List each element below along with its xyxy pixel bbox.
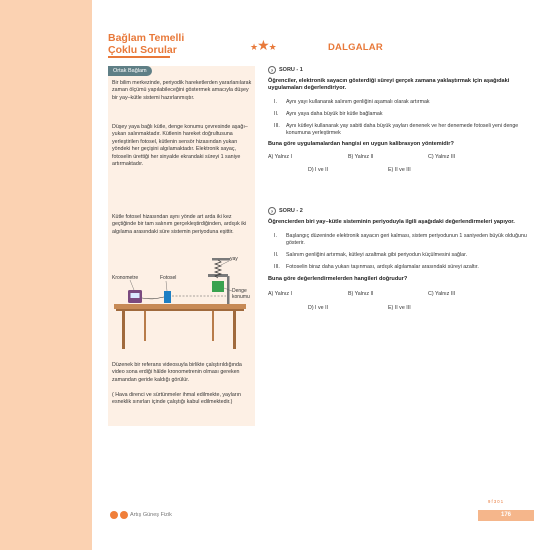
q1-option-c[interactable]: C) Yalnız III xyxy=(428,154,456,161)
question-2-items xyxy=(268,233,538,271)
question-1-item: I. Aynı yayı kullanarak salınım genliğini aşamalı olarak artırmak xyxy=(274,98,430,105)
questions-column xyxy=(268,66,538,315)
page xyxy=(92,0,550,550)
logo-circle-icon xyxy=(110,511,118,519)
left-margin-stripe xyxy=(0,0,92,550)
question-2-stem: Öğrencierden biri yay–kütle sisteminin periyoduyla ilgili aşağıdaki değerlendirmeleri yapıyor. xyxy=(268,219,515,226)
q2-option-e[interactable]: E) II ve III xyxy=(388,305,411,312)
mass-block-icon xyxy=(212,281,224,292)
unit-title: DALGALAR xyxy=(328,42,383,53)
label-photocell: Fotosel xyxy=(160,275,177,281)
label-equilibrium-2: konumu xyxy=(232,294,250,300)
q2-option-d[interactable]: D) I ve II xyxy=(308,305,329,312)
question-icon: ? xyxy=(268,207,276,215)
title-underline xyxy=(108,56,170,58)
label-spring: yay xyxy=(230,256,238,262)
footer-code: 9 f 3 0 1 xyxy=(488,499,504,504)
q2-option-b[interactable]: B) Yalnız II xyxy=(348,291,374,298)
question-2-prompt: Buna göre değerlendirmelerden hangileri doğrudur? xyxy=(268,275,408,282)
label-stopwatch: Kronometre xyxy=(112,275,139,281)
table-top xyxy=(114,304,246,309)
photocell-icon xyxy=(164,291,171,303)
section-title-line2: Çoklu Sorular xyxy=(108,44,177,56)
context-panel xyxy=(108,66,255,426)
q2-option-a[interactable]: A) Yalnız I xyxy=(268,291,292,298)
q1-option-e[interactable]: E) II ve III xyxy=(388,167,411,174)
experiment-diagram xyxy=(108,248,255,368)
q1-option-d[interactable]: D) I ve II xyxy=(308,167,329,174)
question-2-item: II. Salınım genliğini artırmak, kütleyi azaltmak gibi periyodun küçülmesini sağlar. xyxy=(274,251,468,258)
question-2-label: SORU - 2 xyxy=(279,208,303,215)
context-badge: Ortak Bağlam xyxy=(108,66,152,76)
question-1-stem: Öğrenciler, elektronik sayacın gösterdiği süreyi gerçek zamana yaklaştırmak için aşağıdaki uygulamaları değerlendiriyor. xyxy=(268,78,510,92)
question-icon: ? xyxy=(268,66,276,74)
question-2-options-row1 xyxy=(268,291,538,301)
question-1-item: II. Aynı yaya daha büyük bir kütle bağlamak xyxy=(274,110,383,117)
question-2-header xyxy=(268,207,538,215)
section-title-line1: Bağlam Temelli xyxy=(108,32,185,44)
question-1-header xyxy=(268,66,538,74)
footer-publisher xyxy=(110,511,172,519)
question-1-label: SORU - 1 xyxy=(279,67,303,73)
label-equilibrium-1: Denge xyxy=(232,288,247,294)
question-2-item: III. Fotoselin biraz daha yukarı taşınması, ardışık algılamalar arasındaki süreyi azaltır. xyxy=(274,263,479,270)
logo-circle-icon xyxy=(120,511,128,519)
question-1-items xyxy=(268,99,538,137)
table-leg xyxy=(122,311,125,349)
q2-option-c[interactable]: C) Yalnız III xyxy=(428,291,456,298)
question-1-prompt: Buna göre uygulamalardan hangisi en uygun kalibrasyon yöntemidir? xyxy=(268,140,454,147)
footer-publisher-name: Artış Güneş Fizik xyxy=(130,512,172,518)
context-paragraph-1: Bir bilim merkezinde, periyodik hareketlerden yararlanılarak zaman ölçümü yapılabileceğini göstermek amacıyla düşey bir yay–kütle sistemi hazırlanmıştır. xyxy=(112,80,252,101)
context-paragraph-5: ( Hava direnci ve sürtünmeler ihmal edilmekte, yayların esneklik sınırları içinde çalıştığı kabul edilmektedir.) xyxy=(112,392,241,406)
stars-icon: ★★★ xyxy=(250,37,276,53)
q1-option-a[interactable]: A) Yalnız I xyxy=(268,154,292,161)
q1-option-b[interactable]: B) Yalnız II xyxy=(348,154,374,161)
question-2-item: I. Başlangıç düzeninde elektronik sayacın geri kalması, sistem periyodunun 1 saniyeden büyük olduğunu gösterir. xyxy=(274,232,527,246)
context-paragraph-3: Kütle fotosel hizasından aynı yönde art arda iki kez geçtiğinde bir tam salınım gerçekleştirdiğinden, ardışık iki algılama arasındaki süre sistemin periyoduna eşittir. xyxy=(112,214,247,235)
page-number: 176 xyxy=(478,510,534,521)
question-1-options-row1 xyxy=(268,154,538,164)
context-paragraph-4: Düzenek bir referans videosuyla birlikte çalıştırıldığında video sona erdiği hâlde kronometrenin olması gereken zamandan geride kaldığı görülür. xyxy=(112,362,242,383)
question-2-options-row2 xyxy=(268,305,538,315)
table-leg xyxy=(233,311,236,349)
question-1-options-row2 xyxy=(268,167,538,177)
context-paragraph-2: Düşey yaya bağlı kütle, denge konumu çevresinde aşağı–yukarı salınmaktadır. Kütlenin hareket doğrultusuna yerleştirilen fotosel, kütlenin sensör hizasından yukarı yöndeki her geçişini algılamaktadır. Elektronik sayaç, fotoselin ürettiği her sinyalde ekrandaki süreyi 1 saniye artırmaktadır. xyxy=(112,124,248,168)
question-1-item: III. Aynı kütleyi kullanarak yay sabiti daha büyük yayları denenek ve her denemede fotoseli yeni denge konumuna yerleştirmek xyxy=(274,122,519,136)
